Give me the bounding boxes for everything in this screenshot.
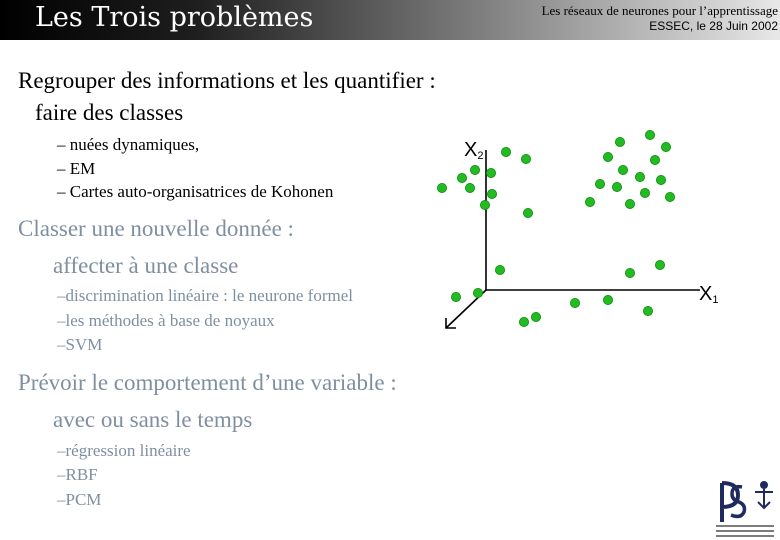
data-point — [465, 183, 474, 192]
slide-title: Les Trois problèmes — [35, 2, 314, 33]
lab-logo — [712, 478, 778, 540]
section-1-item-3: – Cartes auto-organisatrices de Kohonen — [57, 182, 334, 201]
section-3-heading-line1: Prévoir le comportement d’une variable : — [18, 370, 397, 395]
section-1-heading-line2: faire des classes — [35, 100, 184, 125]
section-3-item-1: –régression linéaire — [57, 441, 191, 460]
data-point — [612, 182, 621, 191]
section-1-item-2: – EM — [57, 159, 96, 178]
data-point — [495, 265, 504, 274]
section-2-item-3: –SVM — [57, 335, 103, 354]
section-3-heading-line2: avec ou sans le temps — [53, 407, 253, 432]
data-point — [615, 137, 624, 146]
data-point — [603, 152, 612, 161]
x-axis-label: X1 — [699, 283, 719, 306]
logo-figure-head — [760, 481, 768, 489]
section-3-item-2: –RBF — [57, 465, 98, 484]
data-point — [603, 295, 612, 304]
place-date: ESSEC, le 28 Juin 2002 — [649, 19, 778, 33]
data-point — [486, 168, 495, 177]
section-1-item-1: – nuées dynamiques, — [57, 135, 200, 154]
data-point — [487, 189, 496, 198]
data-point — [661, 142, 670, 151]
course-title: Les réseaux de neurones pour l’apprentissage — [541, 3, 778, 18]
data-point — [585, 197, 594, 206]
data-point — [519, 317, 528, 326]
data-point — [645, 130, 654, 139]
data-point — [437, 183, 446, 192]
y-axis-label: X2 — [464, 139, 484, 162]
logo-lettering — [716, 525, 774, 537]
section-3-item-3: –PCM — [57, 490, 102, 509]
section-2-heading-line2: affecter à une classe — [53, 253, 239, 278]
data-point — [501, 147, 510, 156]
data-point — [595, 179, 604, 188]
section-2-item-2: –les méthodes à base de noyaux — [57, 311, 275, 330]
data-point — [618, 165, 627, 174]
data-point — [473, 288, 482, 297]
data-point — [625, 268, 634, 277]
data-point — [640, 188, 649, 197]
section-2-heading-line1: Classer une nouvelle donnée : — [18, 216, 294, 241]
data-point — [531, 312, 540, 321]
data-point — [470, 165, 479, 174]
data-point — [655, 260, 664, 269]
data-point — [650, 155, 659, 164]
section-2-item-1: –discrimination linéaire : le neurone formel — [57, 286, 353, 305]
data-point — [521, 154, 530, 163]
data-point — [570, 298, 579, 307]
data-point — [457, 173, 466, 182]
section-1-heading-line1: Regrouper des informations et les quantifier : — [18, 68, 436, 93]
data-point — [635, 172, 644, 181]
data-point — [451, 292, 460, 301]
data-point — [523, 208, 532, 217]
data-point — [665, 192, 674, 201]
data-point — [480, 200, 489, 209]
logo-figure-body — [755, 489, 773, 508]
data-point — [643, 306, 652, 315]
data-point — [625, 199, 634, 208]
data-point — [656, 175, 665, 184]
